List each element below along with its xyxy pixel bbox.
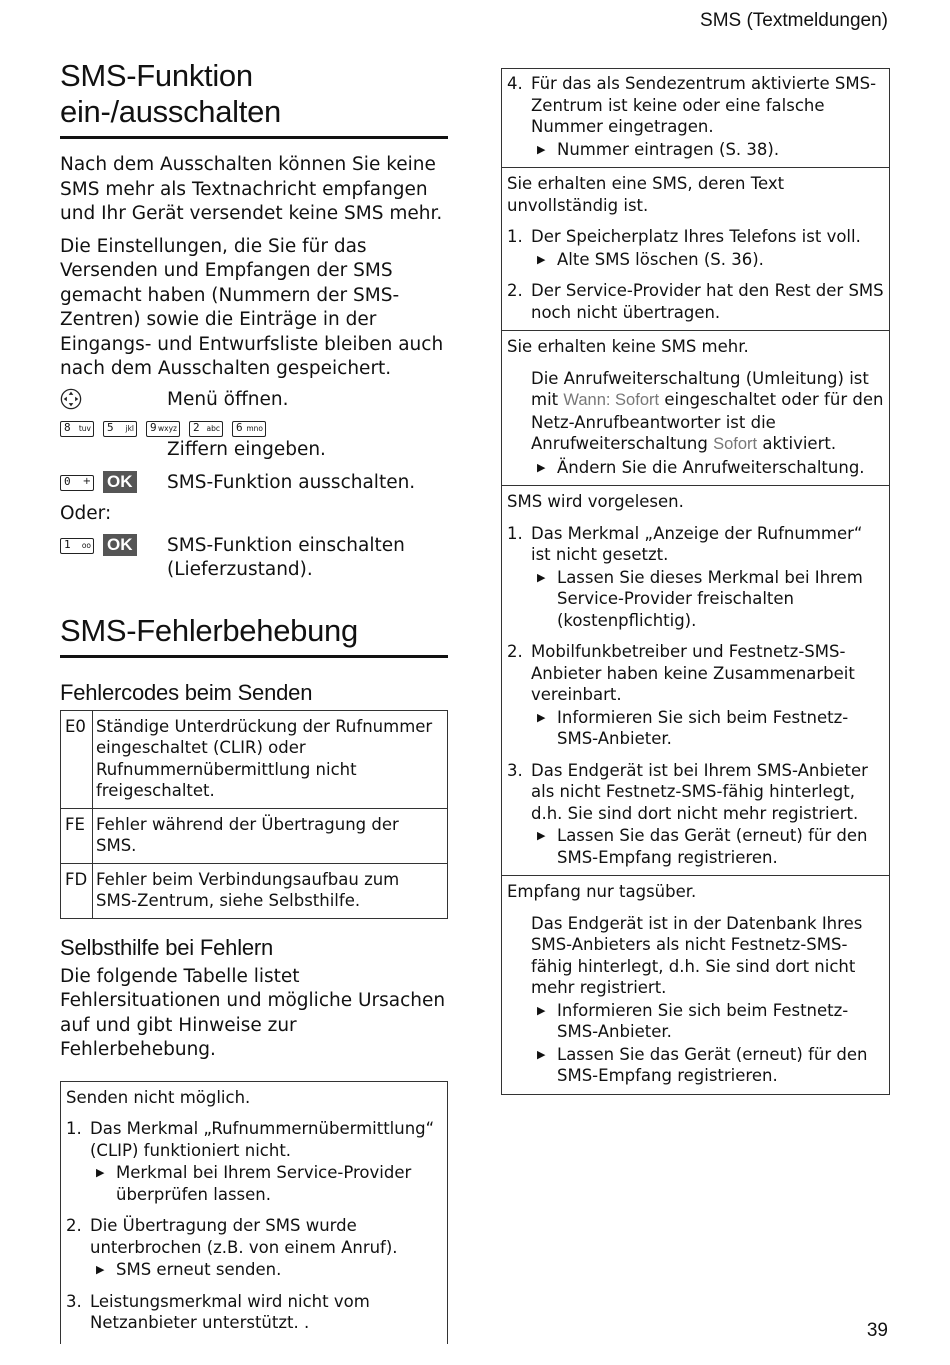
- troubleshoot-incomplete-sms: [502, 167, 889, 330]
- error-description: Ständige Unterdrückung der Rufnummer eingeschaltet (CLIR) oder Rufnummernübermittlung nicht freigeschaltet.: [93, 710, 448, 808]
- arrow-right-icon: ▶: [537, 570, 546, 584]
- section-title-sms-toggle: SMS-Funktion ein-/ausschalten: [60, 58, 448, 139]
- table-row: [61, 808, 448, 863]
- list-item: 1. Der Speicherplatz Ihres Telefons ist voll. ▶ Alte SMS löschen (S. 36).: [507, 227, 861, 269]
- arrow-right-icon: ▶: [537, 1003, 546, 1017]
- list-item: 1. Das Merkmal „Anzeige der Rufnummer“ ist nicht gesetzt. ▶ Lassen Sie dieses Merkmal bei Ihrem Service-Provider freischalten (kostenpflichtig).: [507, 523, 863, 630]
- error-code: FE: [61, 808, 93, 863]
- key-0-icon: 0 +: [60, 475, 94, 491]
- arrow-right-icon: ▶: [537, 829, 546, 842]
- ok-key-icon: OK: [103, 471, 137, 493]
- error-description: Fehler beim Verbindungsaufbau zum SMS-Zentrum, siehe Selbsthilfe.: [93, 863, 448, 918]
- troubleshoot-no-sms: Sie erhalten keine SMS mehr. Die Anrufweiterschaltung (Umleitung) ist mit Wann: Sofort eingeschaltet oder für den Netz-Anrufbeantworter ist die Anrufweiterschaltung Sofort aktiviert. ▶ Ändern Sie die Anrufweiterschaltung.: [502, 330, 889, 485]
- step-open-menu: [60, 388, 448, 413]
- list-item: 3. Leistungsmerkmal wird nicht vom Netzanbieter unterstützt. .: [66, 1291, 370, 1332]
- error-code: E0: [61, 710, 93, 808]
- or-label: Oder:: [60, 503, 112, 524]
- arrow-right-icon: ▶: [537, 710, 546, 724]
- arrow-right-icon: ▶: [96, 1166, 105, 1179]
- step-enter-digits: [60, 438, 448, 463]
- troubleshoot-box-right: [501, 68, 890, 1095]
- list-item: 2. Der Service-Provider hat den Rest der SMS noch nicht übertragen.: [507, 281, 884, 322]
- navigation-key-icon: [60, 388, 82, 410]
- list-item: 1. Das Merkmal „Rufnummernübermittlung“ (CLIP) funktioniert nicht. ▶ Merkmal bei Ihrem Service-Provider überprüfen lassen.: [66, 1119, 435, 1204]
- list-item: 2. Mobilfunkbetreiber und Festnetz-SMS-Anbieter haben keine Zusammenarbeit vereinbart. ▶ Informieren Sie sich beim Festnetz-SMS-Anbieter.: [507, 642, 855, 748]
- step-switch-off: [60, 471, 448, 496]
- menu-path-label: Wann: Sofort: [563, 391, 660, 409]
- step-switch-on-text: SMS-Funktion einschalten (Lieferzustand).: [167, 534, 405, 580]
- step-switch-on: [60, 534, 448, 583]
- subtitle-self-help: Selbsthilfe bei Fehlern: [60, 934, 274, 960]
- running-head: SMS (Textmeldungen): [700, 10, 888, 31]
- subtitle-error-codes: Fehlercodes beim Senden: [60, 679, 313, 705]
- paragraph-intro: Nach dem Ausschalten können Sie keine SMS mehr als Textnachricht empfangen und Ihr Gerät versendet keine SMS mehr.: [60, 154, 443, 224]
- list-item: 4. Für das als Sendezentrum aktivierte SMS-Zentrum ist keine oder eine falsche Nummer eingetragen. ▶ Nummer eintragen (S. 38).: [507, 74, 877, 159]
- table-row: [61, 710, 448, 808]
- key-6-icon: 6 mno: [232, 421, 266, 437]
- key-5-icon: 5 jkl: [103, 421, 137, 437]
- troubleshoot-daytime-only: Empfang nur tagsüber. Das Endgerät ist in der Datenbank Ihres SMS-Anbieters als nicht Festnetz-SMS-fähig hinterlegt, d.h. Sie sind dort nicht mehr registriert. ▶ Informieren Sie sich beim Festnetz-SMS-Anbieter. ▶ Lassen Sie das Gerät (erneut) für den SMS-Empfang registrieren.: [502, 875, 889, 1094]
- list-item: 3. Das Endgerät ist bei Ihrem SMS-Anbieter als nicht Festnetz-SMS-fähig hinterlegt, d.h. Sie sind dort nicht mehr registriert. ▶ Lassen Sie das Gerät (erneut) für den SMS-Empfang registrieren.: [507, 760, 868, 867]
- troubleshoot-send-continued: [502, 69, 889, 167]
- step-enter-digits-text: Ziffern eingeben.: [167, 439, 326, 460]
- troubleshoot-read-aloud: [502, 485, 889, 875]
- arrow-right-icon: ▶: [537, 252, 546, 266]
- problem-heading: Senden nicht möglich.: [66, 1087, 251, 1107]
- right-column: [501, 68, 890, 1095]
- digit-key-row: [60, 420, 448, 436]
- step-open-menu-text: Menü öffnen.: [167, 388, 289, 410]
- menu-option-label: Sofort: [713, 435, 758, 453]
- troubleshoot-box-left: [60, 1081, 448, 1344]
- error-description: Fehler während der Übertragung der SMS.: [93, 808, 448, 863]
- problem-heading: Sie erhalten eine SMS, deren Text unvollständig ist.: [507, 174, 785, 215]
- paragraph-self-help: Die folgende Tabelle listet Fehlersituationen und mögliche Ursachen auf und gibt Hinweise zur Fehlerbehebung.: [60, 965, 446, 1060]
- problem-heading: SMS wird vorgelesen.: [507, 492, 684, 511]
- key-1-icon: 1 oo: [60, 538, 94, 554]
- problem-heading: Empfang nur tagsüber.: [507, 882, 697, 901]
- error-codes-table: [60, 710, 448, 919]
- key-2-icon: 2 abc: [189, 421, 223, 437]
- arrow-right-icon: ▶: [537, 1047, 546, 1061]
- key-9-icon: 9 wxyz: [146, 421, 180, 437]
- error-code: FD: [61, 863, 93, 918]
- arrow-right-icon: ▶: [537, 460, 546, 474]
- section-title-troubleshooting: SMS-Fehlerbehebung: [60, 613, 448, 658]
- step-switch-off-text: SMS-Funktion ausschalten.: [167, 471, 416, 493]
- left-column: [60, 58, 448, 1344]
- ok-key-icon: OK: [103, 534, 137, 556]
- arrow-right-icon: ▶: [96, 1263, 105, 1276]
- list-item: 2. Die Übertragung der SMS wurde unterbrochen (z.B. von einem Anruf). ▶ SMS erneut senden.: [66, 1216, 398, 1279]
- paragraph-settings: Die Einstellungen, die Sie für das Versenden und Empfangen der SMS gemacht haben (Nummern der SMS-Zentren) sowie die Einträge in der Eingangs- und Entwurfsliste bleiben auch nach dem Ausschalten gespeichert.: [60, 235, 444, 379]
- table-row: [61, 863, 448, 918]
- problem-heading: Sie erhalten keine SMS mehr.: [507, 337, 749, 356]
- troubleshoot-send-failed: [61, 1082, 447, 1341]
- page-number: 39: [866, 1320, 888, 1341]
- key-8-icon: 8 tuv: [60, 421, 94, 437]
- arrow-right-icon: ▶: [537, 142, 546, 156]
